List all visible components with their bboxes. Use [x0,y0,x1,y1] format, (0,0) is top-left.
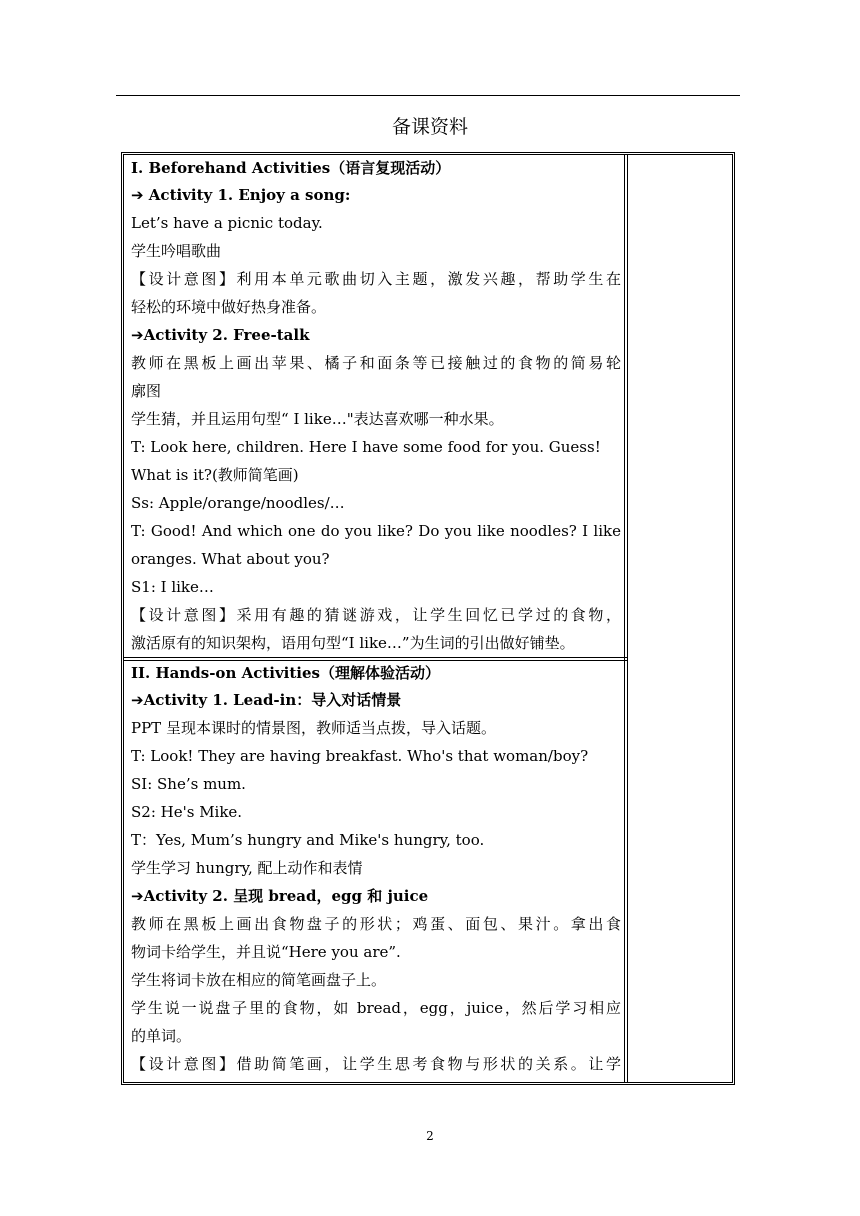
activity-lead-in-title [131,686,621,714]
column-divider-inner [627,155,628,1082]
dialogue-line: T：Yes, Mum’s hungry and Mike's hungry, too. [131,831,485,849]
page-number: 2 [426,1129,434,1143]
say-food-line2: 的单词。 [131,1027,192,1045]
draw-instruction-line2: 廓图 [131,382,162,400]
design-intent-2-line2: 激活原有的知识架构，语用句型“I like…”为生词的引出做好铺垫。 [131,634,575,652]
column-divider [624,155,625,1082]
activity-present-food-title [131,882,621,910]
section-heading-beforehand: I. Beforehand Activities（语言复现活动） [131,159,451,177]
design-intent-1-line2: 轻松的环境中做好热身准备。 [131,298,327,316]
lesson-table [121,152,735,1085]
activity-title-text: Activity 1. Lead-in：导入对话情景 [143,691,402,709]
dialogue-line: S2: He's Mike. [131,803,243,821]
document-title: 备课资料 [391,116,468,138]
design-intent-1-line1: 【设计意图】利用本单元歌曲切入主题，激发兴趣，帮助学生在 [131,270,621,288]
right-arrow-icon: ➔ [131,186,149,204]
header-rule [116,95,740,96]
ppt-note: PPT 呈现本课时的情景图，教师适当点拨，导入话题。 [131,719,496,737]
dialogue-line: What is it?(教师简笔画) [131,466,299,484]
draw-instruction-line1: 教师在黑板上画出苹果、橘子和面条等已接触过的食物的简易轮 [131,354,621,372]
song-line: Let’s have a picnic today. [131,214,323,232]
dialogue-line: T: Look! They are having breakfast. Who's that woman/boy? [131,747,589,765]
cards-note: 学生将词卡放在相应的简笔画盘子上。 [131,971,387,989]
song-note: 学生吟唱歌曲 [131,242,222,260]
dialogue-line: Ss: Apple/orange/noodles/… [131,494,345,512]
guess-note: 学生猜，并且运用句型“ I like…"表达喜欢哪一种水果。 [131,410,504,428]
activity-free-talk-title [131,321,621,349]
dialogue-line: T: Good! And which one do you like? Do you like noodles? I like [131,522,621,540]
dialogue-line: SI: She’s mum. [131,775,246,793]
say-food-line1: 学生说一说盘子里的食物，如 bread，egg，juice，然后学习相应 [131,999,621,1017]
dialogue-line: T: Look here, children. Here I have some food for you. Guess! [131,438,601,456]
design-intent-3-line1: 【设计意图】借助简笔画，让学生思考食物与形状的关系。让学 [131,1055,621,1073]
right-arrow-icon: ➔ [131,326,144,344]
dialogue-line: oranges. What about you? [131,550,330,568]
section-heading-hands-on: II. Hands-on Activities（理解体验活动） [131,664,440,682]
beforehand-activities-cell [131,155,621,657]
plate-instruction-line1: 教师在黑板上画出食物盘子的形状；鸡蛋、面包、果汁。拿出食 [131,915,621,933]
activity-enjoy-song-title [131,181,621,209]
row-divider [124,657,627,658]
design-intent-2-line1: 【设计意图】采用有趣的猜谜游戏，让学生回忆已学过的食物， [131,606,621,624]
learn-note: 学生学习 hungry, 配上动作和表情 [131,859,363,877]
plate-instruction-line2: 物词卡给学生，并且说“Here you are”. [131,943,401,961]
right-arrow-icon: ➔ [131,691,144,709]
right-arrow-icon: ➔ [131,887,144,905]
dialogue-line: S1: I like… [131,578,214,596]
activity-title-text: Activity 2. 呈现 bread，egg 和 juice [143,887,429,905]
hands-on-activities-cell [131,660,621,1078]
activity-title-text: Activity 1. Enjoy a song: [148,186,351,204]
activity-title-text: Activity 2. Free-talk [143,326,310,344]
